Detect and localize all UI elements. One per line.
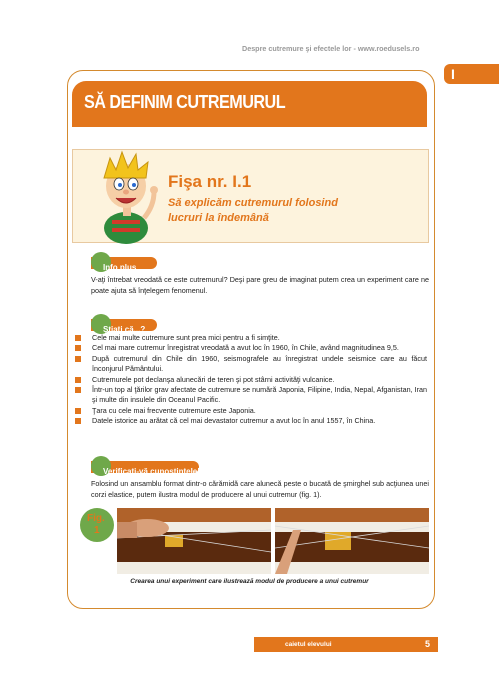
chapter-tab bbox=[444, 64, 499, 84]
list-item: După cutremurul din Chile din 1960, seismografele au înregistrat undele seismice care au făcut înconjurul Pământului. bbox=[75, 354, 427, 375]
running-header: Despre cutremure şi efectele lor - www.roedusels.ro bbox=[242, 44, 420, 53]
list-item: Într-un top al ţărilor grav afectate de cutremure se numără Japonia, Filipine, India, Nepal, Afganistan, Iran şi multe din insulele din Oceanul Pacific. bbox=[75, 385, 427, 406]
page-number: 5 bbox=[425, 639, 431, 649]
facts-list bbox=[75, 333, 427, 427]
info-plus-heading-label: Info plus bbox=[103, 263, 137, 272]
bullet-square-icon bbox=[75, 356, 81, 362]
info-plus-heading bbox=[91, 257, 157, 272]
page-title: SĂ DEFINIM CUTREMURUL bbox=[84, 92, 286, 112]
list-item: Cel mai mare cutremur înregistrat vreodată a avut loc în 1960, în Chile, având magnitudinea 9,5. bbox=[75, 343, 427, 353]
verificati-text: Folosind un ansamblu format dintr-o cărămidă care alunecă peste o bucată de şmirghel sub acţiunea unei corzi elastice, putem ilustra modul de producere al unui cutremur (fig. 1). bbox=[91, 479, 429, 499]
list-item: Cele mai multe cutremure sunt prea mici pentru a fi simţite. bbox=[75, 333, 427, 343]
figure-label: Fig. bbox=[87, 513, 105, 524]
figure-caption: Crearea unui experiment care ilustrează modul de producere a unui cutremur bbox=[130, 578, 369, 585]
chapter-tab-label: I bbox=[451, 66, 455, 82]
worksheet-subtitle-line1: Să explicăm cutremurul folosind bbox=[168, 197, 338, 209]
list-item: Cutremurele pot declanşa alunecări de teren şi pot stârni activităţi vulcanice. bbox=[75, 375, 427, 385]
worksheet-title: Fişa nr. I.1 bbox=[168, 172, 252, 191]
bullet-square-icon bbox=[75, 335, 81, 341]
bullet-square-icon bbox=[75, 387, 81, 393]
footer-text: caietul elevului bbox=[285, 641, 332, 648]
stiati-heading bbox=[91, 319, 157, 334]
title-bar bbox=[72, 81, 427, 127]
verificati-heading bbox=[91, 461, 200, 476]
list-item: Datele istorice au arătat că cel mai devastator cutremur a avut loc în anul 1557, în China. bbox=[75, 416, 427, 426]
worksheet-subtitle bbox=[168, 196, 398, 226]
info-plus-text: V-aţi întrebat vreodată ce este cutremurul? Deşi pare greu de imaginat putem crea un experiment care ne poate ajuta să înţelegem fenomenul. bbox=[91, 275, 429, 295]
figure-badge bbox=[80, 508, 114, 542]
bullet-square-icon bbox=[75, 345, 81, 351]
bullet-square-icon bbox=[75, 418, 81, 424]
worksheet-subtitle-line2: lucruri la îndemână bbox=[168, 212, 269, 224]
experiment-photo-left bbox=[117, 508, 271, 574]
figure-number: 1 bbox=[94, 525, 100, 536]
experiment-photo-right bbox=[275, 508, 429, 574]
list-item: Ţara cu cele mai frecvente cutremure este Japonia. bbox=[75, 406, 427, 416]
footer-bar bbox=[254, 637, 438, 652]
stiati-heading-label: Ştiaţi că...? bbox=[103, 325, 146, 334]
bullet-square-icon bbox=[75, 377, 81, 383]
bullet-square-icon bbox=[75, 408, 81, 414]
mascot-illustration bbox=[88, 148, 166, 244]
verificati-heading-label: Verificaţi-vă cunoştinţele! bbox=[103, 467, 200, 476]
